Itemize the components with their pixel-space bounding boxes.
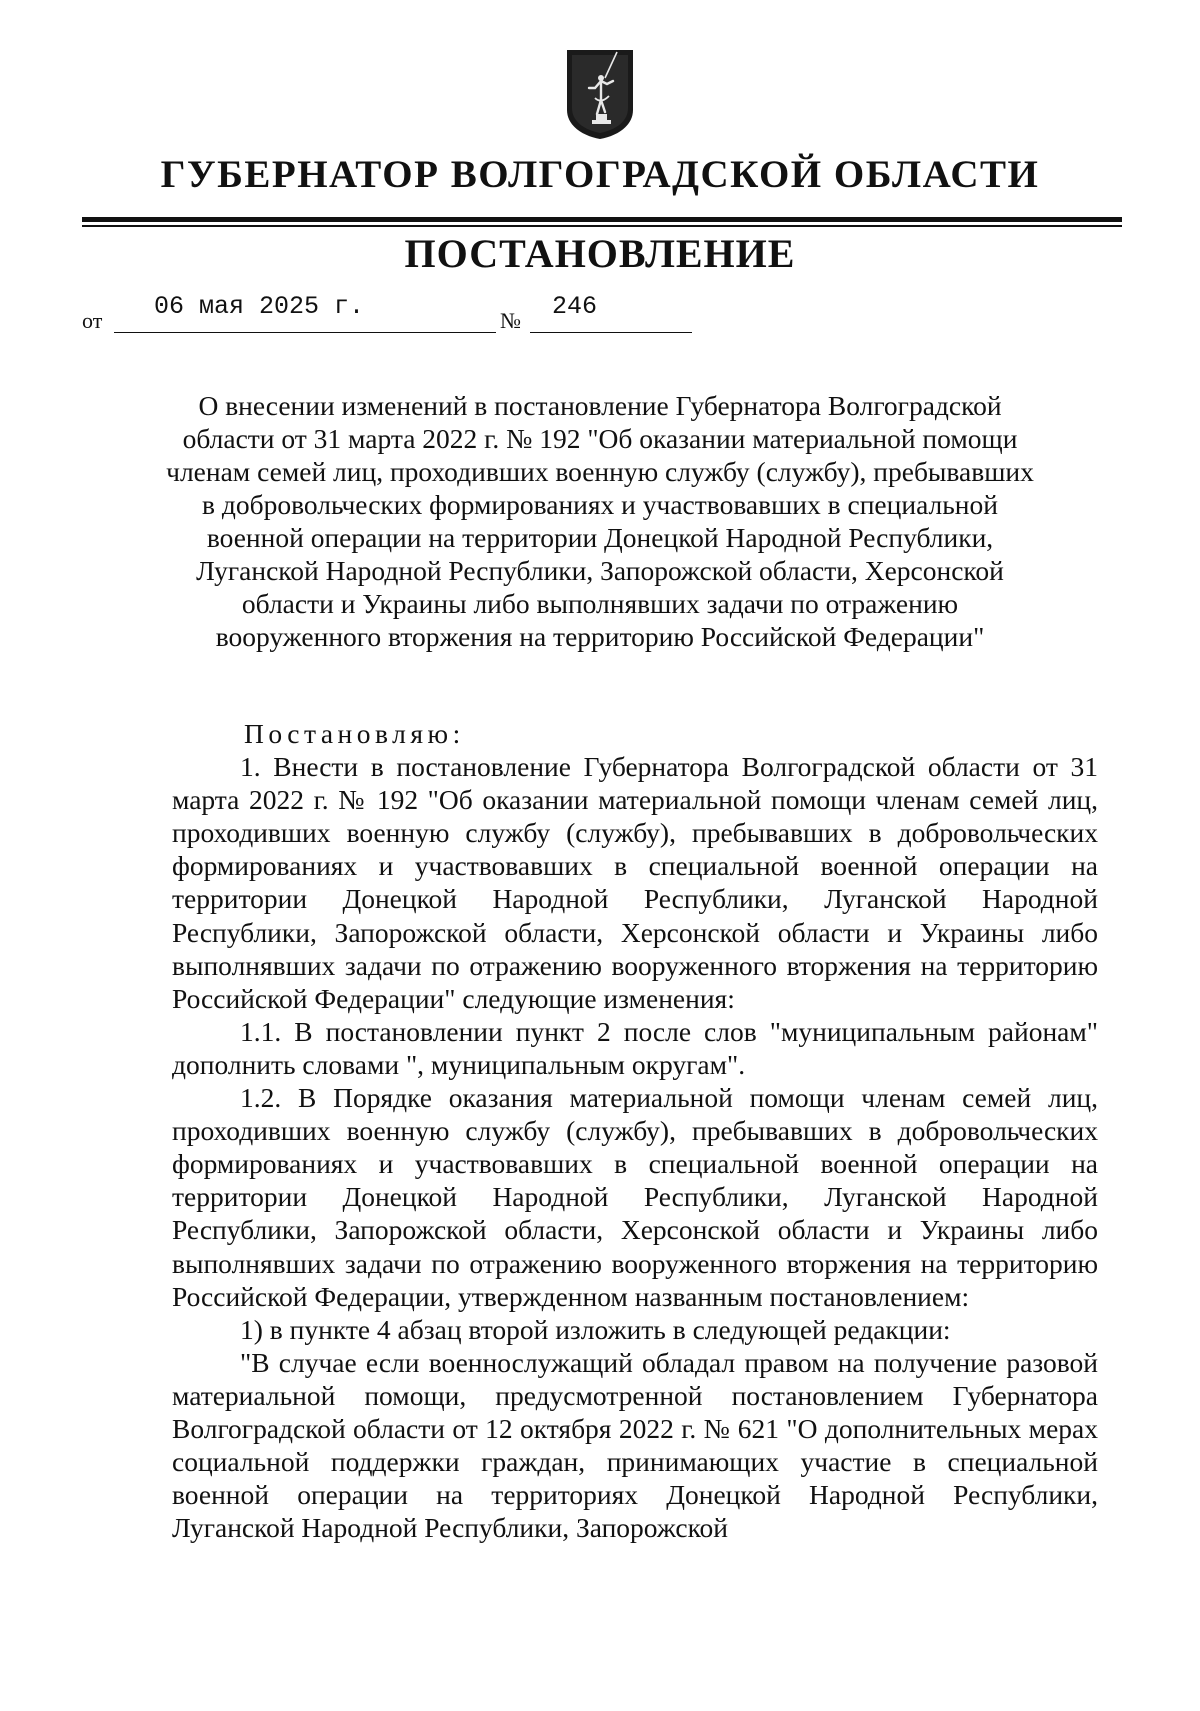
- date-underline: [114, 332, 496, 333]
- paragraph: 1.1. В постановлении пункт 2 после слов "муниципальным районам" дополнить словами ", муниципальным округам".: [172, 1015, 1098, 1080]
- date-label: от: [82, 308, 103, 333]
- date-number-line: [82, 292, 1122, 338]
- header-divider-thick: [82, 217, 1122, 222]
- authority-title: ГУБЕРНАТОР ВОЛГОГРАДСКОЙ ОБЛАСТИ: [160, 153, 1040, 196]
- paragraph: 1) в пункте 4 абзац второй изложить в следующей редакции:: [240, 1313, 951, 1345]
- number-underline: [530, 332, 692, 333]
- coat-of-arms-icon: [565, 48, 635, 140]
- document-subject: О внесении изменений в постановление Губернатора Волгоградской области от 31 марта 2022 г. № 192 "Об оказании материальной помощи членам семей лиц, проходивших военную службу (службу), пребывавших в добровольческих формированиях и участвовавших в специальной военной операции на территории Донецкой Народной Республики, Луганской Народной Республики, Запорожской области, Херсонской области и Украины либо выполнявших задачи по отражению вооруженного вторжения на территорию Российской Федерации": [166, 390, 1034, 652]
- number-value: 246: [552, 292, 598, 321]
- number-label: №: [500, 308, 521, 333]
- decree-word: Постановляю:: [244, 718, 465, 749]
- document-type: ПОСТАНОВЛЕНИЕ: [404, 231, 796, 276]
- document-body: [172, 717, 1098, 1544]
- paragraph: 1. Внести в постановление Губернатора Волгоградской области от 31 марта 2022 г. № 192 "Об оказании материальной помощи членам семей лиц, проходивших военную службу (службу), пребывавших в добровольческих формированиях и участвовавших в специальной военной операции на территории Донецкой Народной Республики, Луганской Народной Республики, Запорожской области, Херсонской области и Украины либо выполнявших задачи по отражению вооруженного вторжения на территорию Российской Федерации" следующие изменения:: [172, 751, 1098, 1014]
- paragraph: "В случае если военнослужащий обладал правом на получение разовой материальной помощи, предусмотренной постановлением Губернатора Волгоградской области от 12 октября 2022 г. № 621 "О дополнительных мерах социальной поддержки граждан, принимающих участие в специальной военной операции на территориях Донецкой Народной Республики, Луганской Народной Республики, Запорожской: [172, 1346, 1098, 1544]
- paragraph: 1.2. В Порядке оказания материальной помощи членам семей лиц, проходивших военную службу (службу), пребывавших в добровольческих формированиях и участвовавших в специальной военной операции на территории Донецкой Народной Республики, Луганской Народной Республики, Запорожской области, Херсонской области и Украины либо выполнявших задачи по отражению вооруженного вторжения на территорию Российской Федерации, утвержденном названным постановлением:: [172, 1082, 1098, 1312]
- date-value: 06 мая 2025 г.: [154, 292, 365, 321]
